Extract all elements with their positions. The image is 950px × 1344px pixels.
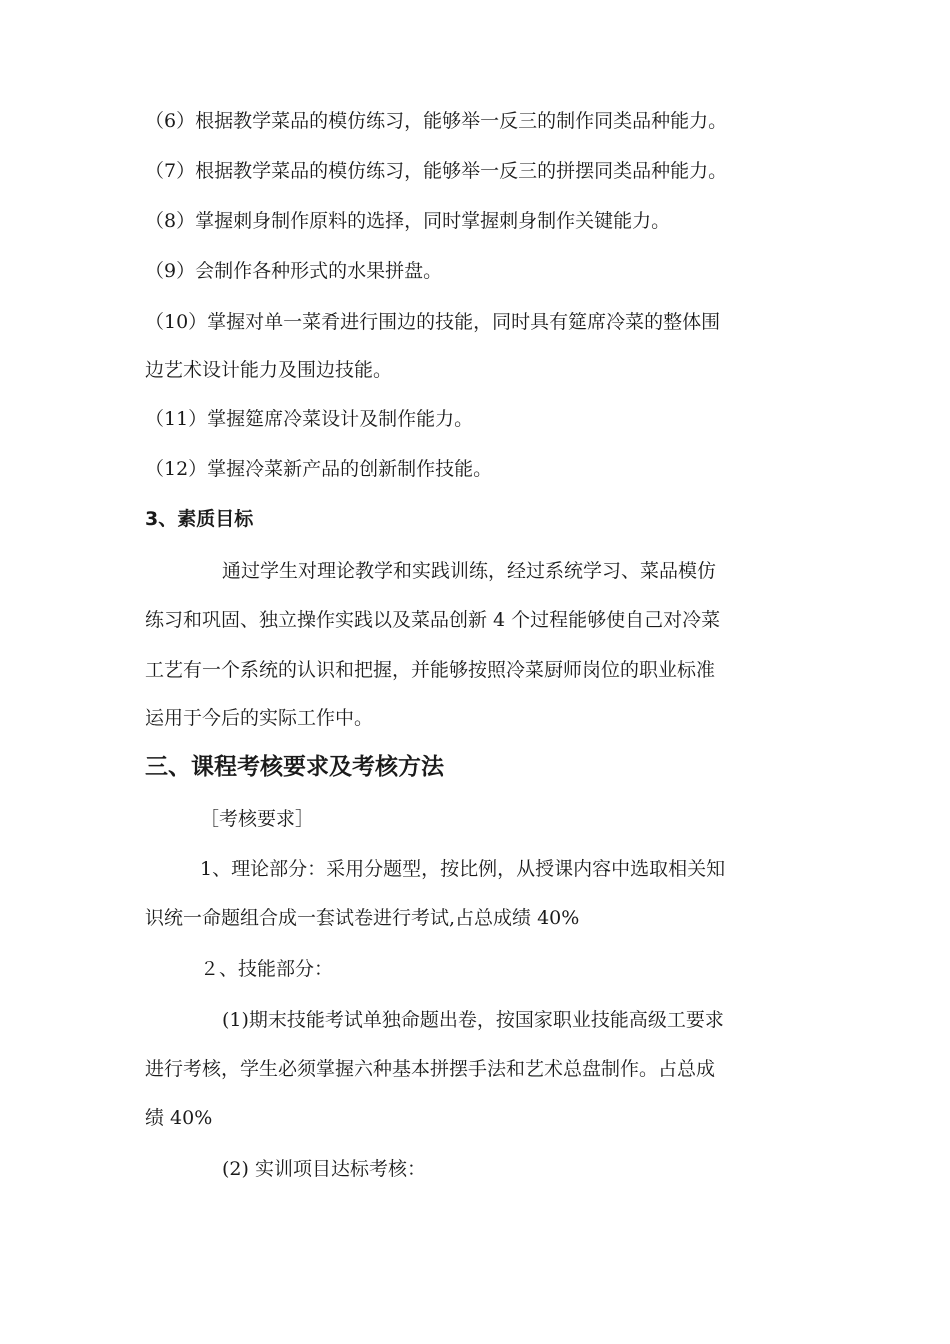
ability-item-9: （9）会制作各种形式的水果拼盘。: [145, 260, 443, 282]
theory-part-line-1: 1、理论部分：采用分题型，按比例，从授课内容中选取相关知: [200, 858, 726, 880]
ability-item-6: （6）根据教学菜品的模仿练习，能够举一反三的制作同类品种能力。: [145, 110, 728, 132]
theory-part-line-2: 识统一命题组合成一套试卷进行考试,占总成绩 40%: [145, 907, 580, 929]
ability-item-7: （7）根据教学菜品的模仿练习，能够举一反三的拼摆同类品种能力。: [145, 160, 728, 182]
quality-paragraph-line-4: 运用于今后的实际工作中。: [145, 707, 374, 729]
quality-paragraph-line-2: 练习和巩固、独立操作实践以及菜品创新 4 个过程能够使自己对冷菜: [145, 609, 721, 631]
skill-item-1-line-1: (1)期末技能考试单独命题出卷，按国家职业技能高级工要求: [222, 1009, 724, 1031]
quality-heading: 3、素质目标: [145, 508, 254, 530]
skill-item-2: (2) 实训项目达标考核：: [222, 1158, 426, 1180]
quality-paragraph-line-1: 通过学生对理论教学和实践训练，经过系统学习、菜品模仿: [222, 560, 717, 582]
skill-item-1-line-3: 绩 40%: [145, 1107, 213, 1129]
quality-paragraph-line-3: 工艺有一个系统的认识和把握，并能够按照冷菜厨师岗位的职业标准: [145, 659, 716, 681]
assessment-label: ［考核要求］: [200, 808, 315, 830]
ability-item-10-line-2: 边艺术设计能力及围边技能。: [145, 359, 393, 381]
skill-part-heading: ２、技能部分：: [200, 958, 334, 980]
ability-item-10-line-1: （10）掌握对单一菜肴进行围边的技能，同时具有筵席冷菜的整体围: [145, 311, 721, 333]
skill-item-1-line-2: 进行考核，学生必须掌握六种基本拼摆手法和艺术总盘制作。占总成: [145, 1058, 716, 1080]
ability-item-11: （11）掌握筵席冷菜设计及制作能力。: [145, 408, 474, 430]
ability-item-8: （8）掌握刺身制作原料的选择，同时掌握刺身制作关键能力。: [145, 210, 671, 232]
ability-item-12: （12）掌握冷菜新产品的创新制作技能。: [145, 458, 493, 480]
section-heading: 三、课程考核要求及考核方法: [145, 754, 444, 780]
